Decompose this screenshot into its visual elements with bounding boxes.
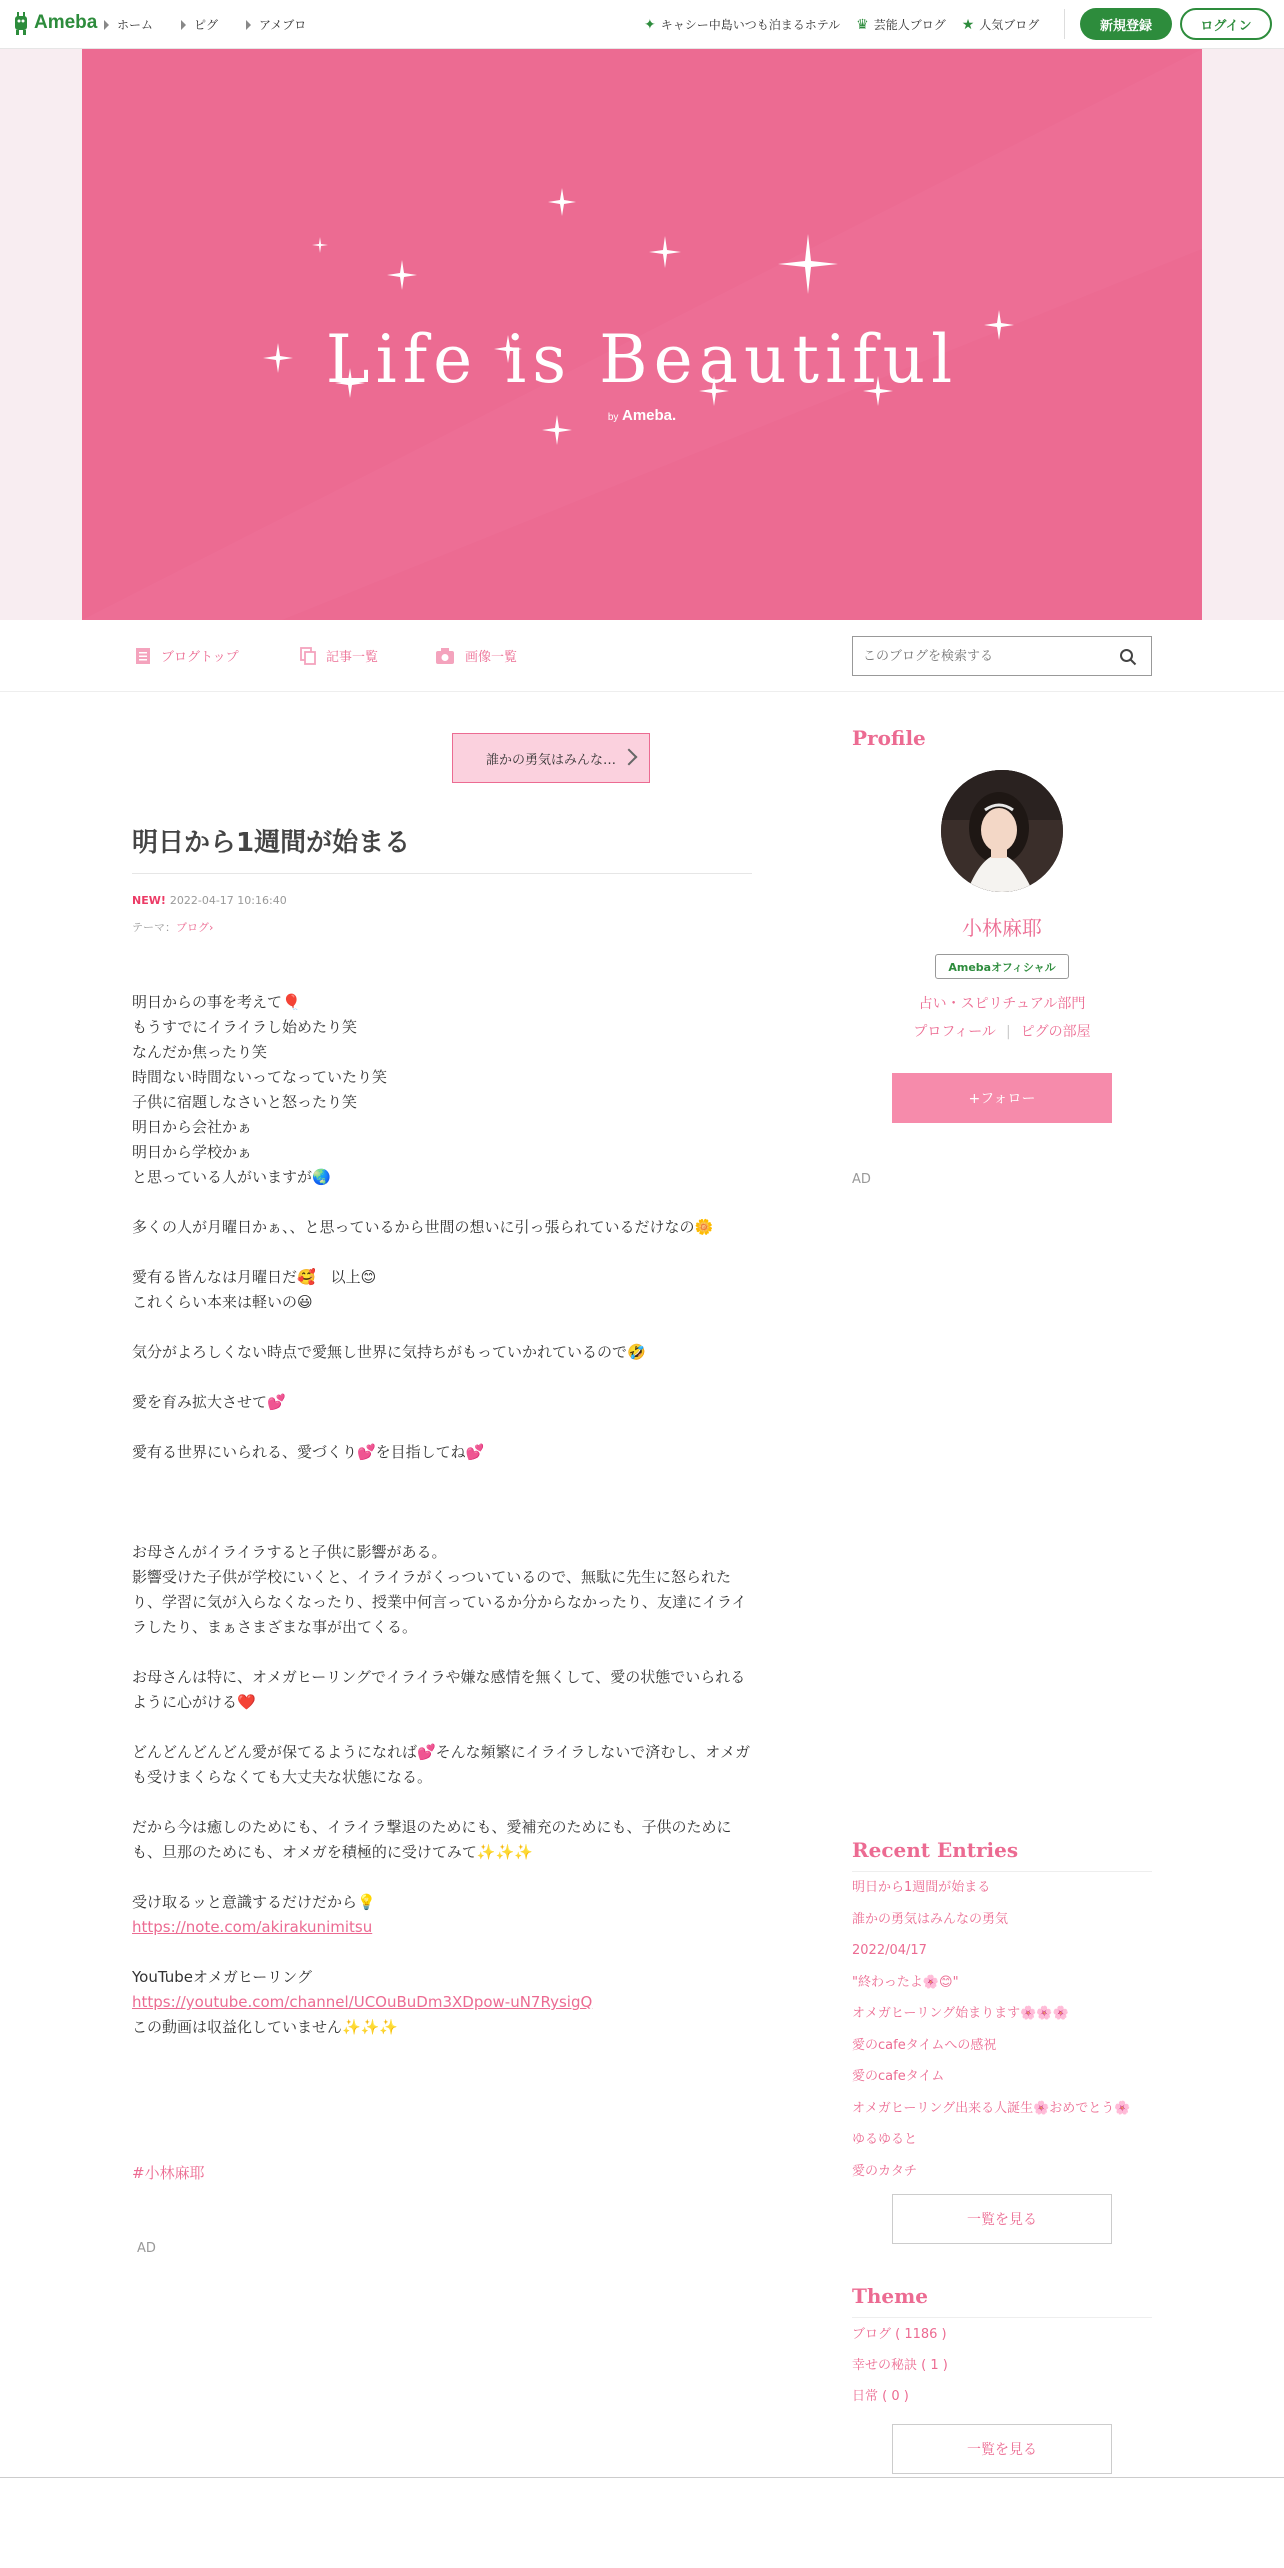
nav-pig-link[interactable] <box>181 16 218 33</box>
nav-label: ピグ <box>194 18 219 32</box>
avatar-image <box>941 770 1063 892</box>
recent-entry-item <box>852 2160 1162 2192</box>
hotel-link[interactable] <box>644 16 840 33</box>
article-line: 明日からの事を考えて🎈 <box>132 993 301 1011</box>
blog-subtitle <box>82 407 1202 424</box>
chevron-right-icon <box>621 749 638 766</box>
article-line: 子供に宿題しなさいと怒ったり笑 <box>132 1093 358 1111</box>
recent-entries-heading: Recent Entries <box>852 1838 1019 1862</box>
article-datetime: 2022-04-17 10:16:40 <box>169 894 287 907</box>
article-line: 影響受けた子供が学校にいくと、イライラがくっついているので、無駄に先生に怒られたり、学習に気が入らなくなったり、授業中何言っているか分からなかったり、友達にイライラしたり、まぁさまざまな事が出てくる。 <box>132 1568 747 1636</box>
prev-entry-label: 誰かの勇気はみんな… <box>485 752 616 768</box>
recent-entry-item <box>852 1971 1162 2003</box>
article-theme <box>132 919 213 935</box>
article-line: 明日から会社かぁ <box>132 1118 253 1136</box>
theme-item <box>852 2385 948 2416</box>
divider <box>852 2317 1152 2318</box>
nav-home-link[interactable] <box>104 16 153 33</box>
blog-header-banner[interactable] <box>82 49 1202 620</box>
recent-entry-item <box>852 1876 1162 1908</box>
theme-item <box>852 2323 948 2354</box>
ameba-logo[interactable] <box>12 10 97 36</box>
header-links <box>644 16 1039 33</box>
article-paragraph <box>132 1440 752 1465</box>
recent-entry-link[interactable]: 愛のcafeタイム <box>852 2069 945 2084</box>
article-paragraph <box>132 1340 752 1365</box>
nav-label: ホーム <box>117 18 154 32</box>
article-paragraph <box>132 1540 752 1640</box>
recent-entry-link[interactable]: 愛のcafeタイムへの感祝 <box>852 2037 997 2053</box>
article-line: 時間ない時間ないってなっていたり笑 <box>132 1068 388 1086</box>
youtube-text: YouTubeオメガヒーリング <box>132 1968 312 1986</box>
note-link[interactable]: https://note.com/akirakunimitsu <box>132 1918 373 1936</box>
ameba-mascot-icon <box>12 10 30 36</box>
image-list-link[interactable] <box>435 646 517 665</box>
recent-entry-link[interactable]: オメガヒーリング始まります🌸🌸🌸 <box>852 2006 1069 2021</box>
profile-link[interactable]: プロフィール <box>913 1024 996 1040</box>
entry-list-link[interactable] <box>300 646 378 665</box>
article-line: お母さんがイライラすると子供に影響がある。 <box>132 1543 447 1561</box>
recent-entry-item <box>852 2097 1162 2129</box>
recent-entry-item <box>852 1939 1162 1971</box>
article-body <box>132 990 752 2065</box>
popular-blog-link[interactable] <box>962 16 1040 33</box>
article-line: 愛を育み拡大させて💕 <box>132 1393 286 1411</box>
article-paragraph <box>132 1390 752 1415</box>
profile-heading: Profile <box>852 726 926 750</box>
profile-name[interactable]: 小林麻耶 <box>962 916 1042 940</box>
pig-room-link[interactable]: ピグの部屋 <box>1020 1024 1091 1040</box>
new-badge: NEW! <box>132 894 166 907</box>
theme-more-button[interactable]: 一覧を見る <box>892 2424 1112 2474</box>
note-block <box>132 1890 752 1940</box>
theme-prefix: テーマ： <box>132 921 176 934</box>
recent-entry-link[interactable]: オメガヒーリング出来る人誕生🌸おめでとう🌸 <box>852 2100 1131 2116</box>
article-paragraph <box>132 1215 752 1240</box>
ad-label: AD <box>137 2241 156 2256</box>
recent-entry-link[interactable]: 誰かの勇気はみんなの勇気 <box>852 1911 1009 1927</box>
recent-entry-item <box>852 1908 1162 1940</box>
article-line: どんどんどんどん愛が保てるようになれば💕そんな頻繁にイライラしないで済むし、オメガも受けまくらなくても大丈夫な状態になる。 <box>132 1743 751 1786</box>
document-icon <box>135 647 151 665</box>
theme-link[interactable]: ブログ› <box>176 921 214 934</box>
nav-label: 画像一覧 <box>465 650 518 665</box>
recent-entry-link[interactable]: ゆるゆると <box>852 2132 918 2147</box>
theme-list <box>852 2323 948 2416</box>
global-header <box>0 0 1284 49</box>
note-text: 受け取るッと意識するだけだから💡 <box>132 1893 376 1911</box>
caret-right-icon <box>104 20 109 30</box>
article-line: もうすでにイライラし始めたり笑 <box>132 1018 358 1036</box>
article-line: 気分がよろしくない時点で愛無し世界に気持ちがもっていかれているので🤣 <box>132 1343 646 1361</box>
article-paragraph <box>132 1740 752 1790</box>
star-icon: ★ <box>961 16 975 33</box>
copy-icon <box>300 647 316 665</box>
article-line: だから今は癒しのためにも、イライラ撃退のためにも、愛補充のためにも、子供のためにも、旦那のためにも、オメガを積極的に受けてみて✨✨✨ <box>132 1818 732 1861</box>
hashtag-link[interactable]: #小林麻耶 <box>132 2164 205 2182</box>
blog-top-link[interactable] <box>135 646 239 665</box>
article-paragraph <box>132 1815 752 1865</box>
blog-nav <box>0 620 1284 692</box>
theme-link[interactable]: ブログ ( 1186 ) <box>852 2327 947 2342</box>
search-icon[interactable] <box>1119 648 1137 666</box>
sparkle-icon: ✦ <box>644 16 656 33</box>
article-paragraph <box>132 1265 752 1315</box>
nav-ameblo-link[interactable] <box>246 16 306 33</box>
article-meta <box>132 894 287 907</box>
article-line: 愛有る皆んなは月曜日だ🥰 以上😊 <box>132 1268 377 1286</box>
prev-entry-button[interactable] <box>452 733 650 783</box>
article-line: と思っている人がいますが🌏 <box>132 1168 331 1186</box>
recent-entry-link[interactable]: 2022/04/17 <box>852 1943 927 1958</box>
profile-avatar[interactable] <box>941 770 1063 892</box>
separator: | <box>1005 1024 1011 1040</box>
article-line: 明日から学校かぁ <box>132 1143 253 1161</box>
recent-entry-link[interactable]: 愛のカタチ <box>852 2163 918 2179</box>
theme-item <box>852 2354 948 2385</box>
logo-text: Ameba <box>34 12 98 33</box>
divider <box>852 1871 1152 1872</box>
sidebar-ad-label: AD <box>852 1172 871 1187</box>
login-button[interactable]: ログイン <box>1180 8 1272 40</box>
nav-label: 記事一覧 <box>326 650 379 665</box>
profile-category-link[interactable]: 占い・スピリチュアル部門 <box>918 996 1086 1012</box>
article-line: これくらい本来は軽いの😃 <box>132 1293 313 1311</box>
recent-entry-link[interactable]: "終わったよ🌸😊" <box>852 1974 959 1990</box>
article-line: お母さんは特に、オメガヒーリングでイライラや嫌な感情を無くして、愛の状態でいられるように心がける❤️ <box>132 1668 746 1711</box>
article-line: 愛有る世界にいられる、愛づくり💕を目指してね💕 <box>132 1443 485 1461</box>
theme-link[interactable]: 日常 ( 0 ) <box>852 2389 909 2404</box>
camera-icon <box>435 647 455 665</box>
link-label: キャシー中島いつも泊まるホテル <box>660 18 841 32</box>
theme-label: ブログ <box>176 921 209 934</box>
search-input[interactable] <box>863 649 1103 664</box>
follow-button[interactable]: +フォロー <box>892 1073 1112 1123</box>
youtube-note: この動画は収益化していません✨✨✨ <box>132 2018 399 2036</box>
recent-entry-item <box>852 2002 1162 2034</box>
recent-more-button[interactable]: 一覧を見る <box>892 2194 1112 2244</box>
recent-entry-item <box>852 2128 1162 2160</box>
blog-search <box>852 636 1152 676</box>
article-line: 多くの人が月曜日かぁ、、と思っているから世間の想いに引っ張られているだけなの🌼 <box>132 1218 714 1236</box>
recent-entry-item <box>852 2065 1162 2097</box>
youtube-block <box>132 1965 752 2040</box>
article-line: なんだか焦ったり笑 <box>132 1043 268 1061</box>
register-button[interactable]: 新規登録 <box>1080 8 1172 40</box>
article-paragraph <box>132 990 752 1190</box>
youtube-link[interactable]: https://youtube.com/channel/UCOuBuDm3XDpow-uN7RysigQ <box>132 1993 593 2011</box>
blog-title: Life is Beautiful <box>325 321 959 398</box>
caret-right-icon <box>246 20 251 30</box>
caret-right-icon <box>181 20 186 30</box>
theme-link[interactable]: 幸せの秘訣 ( 1 ) <box>852 2358 948 2373</box>
divider <box>1064 9 1065 39</box>
divider <box>132 873 752 874</box>
recent-entries-list <box>852 1876 1162 2191</box>
article-paragraphs <box>132 990 752 1865</box>
by-label: by <box>607 412 619 423</box>
brand-label: Ameba. <box>622 407 677 424</box>
global-nav <box>104 16 306 33</box>
crown-icon: ♛ <box>856 16 869 33</box>
recent-entry-link[interactable]: 明日から1週間が始まる <box>852 1880 991 1895</box>
nav-label: アメブロ <box>259 18 307 32</box>
link-label: 芸能人ブログ <box>873 18 946 32</box>
official-badge: Amebaオフィシャル <box>935 954 1069 979</box>
article-title: 明日から1週間が始まる <box>132 828 411 858</box>
recent-entry-item <box>852 2034 1162 2066</box>
footer-divider <box>0 2477 1284 2478</box>
celebrity-blog-link[interactable] <box>856 16 946 33</box>
article-paragraph <box>132 1665 752 1715</box>
nav-label: ブログトップ <box>161 650 239 665</box>
article-paragraph <box>132 1490 752 1515</box>
theme-heading: Theme <box>852 2284 929 2308</box>
profile-links <box>852 1021 1152 1041</box>
link-label: 人気ブログ <box>979 18 1040 32</box>
